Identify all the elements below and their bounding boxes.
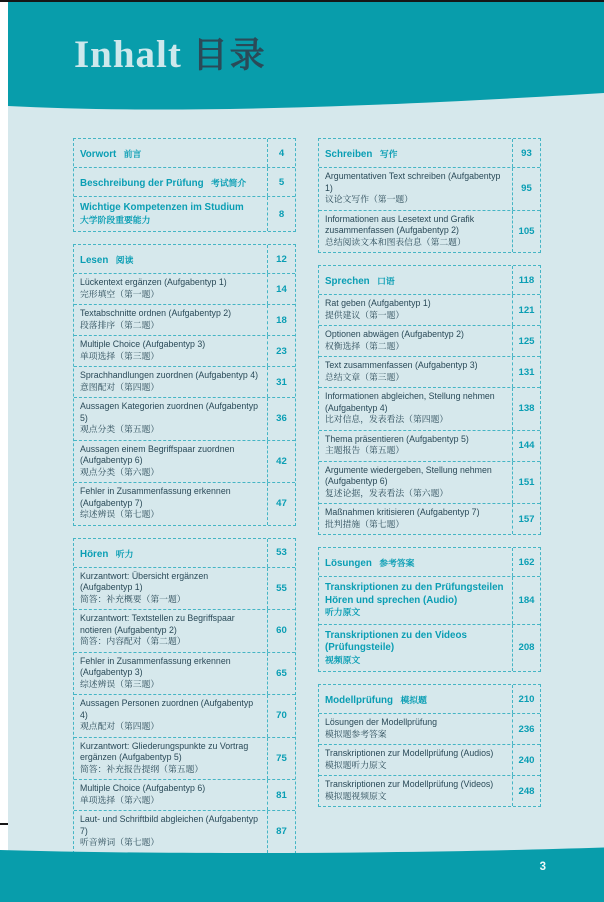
toc-group (73, 138, 296, 232)
toc-column-right (318, 138, 541, 807)
header-band (8, 2, 604, 112)
toc-entry-title (319, 326, 513, 356)
toc-entry-page-number: 121 (518, 304, 535, 316)
toc-entry-page-number: 60 (276, 625, 287, 637)
toc-entry-title (319, 388, 513, 430)
toc-row (319, 744, 540, 775)
toc-row (319, 576, 540, 624)
toc-entry-title (319, 776, 513, 806)
toc-entry-title-zh: 批判措施（第七题） (325, 518, 405, 529)
toc-entry-title-de: Lückentext ergänzen (Aufgabentyp 1) (80, 277, 227, 287)
toc-entry-title-zh: 阅读 (115, 255, 134, 265)
toc-entry-title (319, 266, 513, 294)
toc-entry-title-zh: 段落排序（第二题） (80, 319, 160, 330)
toc-entry-page-number: 131 (518, 366, 535, 378)
toc-entry-title-de: Informationen aus Lesetext und Grafik zusammenfassen (Aufgabentyp 2) (325, 213, 475, 235)
page-title-zh: 目录 (192, 36, 267, 75)
toc-group (318, 138, 541, 253)
toc-entry-page-number: 55 (276, 582, 287, 594)
toc-entry-title (74, 780, 268, 810)
toc-entry-title-zh: 比对信息，发表看法（第四题） (325, 414, 449, 424)
toc-entry-title (319, 357, 513, 387)
toc-entry-title-zh: 主题报告（第五题） (325, 445, 405, 455)
toc-entry-title-de: Multiple Choice (Aufgabentyp 6) (80, 783, 206, 793)
toc-entry-page-number: 210 (518, 693, 535, 705)
toc-entry-page-number: 14 (276, 283, 287, 295)
toc-entry-page-number: 208 (518, 642, 535, 654)
page-title-de: Inhalt (74, 33, 182, 76)
toc-entry-title-zh: 权衡选择（第二题） (325, 340, 405, 351)
toc-entry-title-zh: 口语 (377, 276, 395, 286)
toc-entry-title (74, 305, 268, 335)
toc-entry-page-number: 162 (518, 556, 535, 568)
toc-entry-page-number: 8 (278, 208, 285, 220)
toc-entry-title (319, 168, 513, 210)
toc-group (73, 244, 296, 526)
toc-entry-title (74, 139, 268, 167)
toc-entry-title (74, 197, 268, 231)
toc-entry-title-de: Transkriptionen zur Modellprüfung (Videos) (325, 779, 494, 789)
toc-entry-title-zh: 视频原文 (325, 654, 361, 665)
toc-row (319, 294, 540, 325)
toc-row (319, 775, 540, 806)
toc-entry-title-zh: 单项选择（第六题） (80, 794, 160, 805)
footer-band (0, 854, 604, 902)
toc-entry-title-de: Transkriptionen zu den Videos (Prüfungsteile) (325, 629, 467, 653)
toc-entry-title-de: Argumentativen Text schreiben (Aufgabentyp 1) (325, 171, 501, 193)
toc-row (319, 266, 540, 294)
toc-row (74, 245, 295, 273)
toc-entry-title-de: Kurzantwort: Gliederungspunkte zu Vortrag ergänzen (Aufgabentyp 5) (80, 740, 249, 762)
toc-row (319, 210, 540, 253)
book-page (8, 2, 604, 873)
toc-entry-title-de: Sprechen (325, 276, 370, 287)
toc-entry-title-zh: 大学阶段重要能力 (80, 214, 151, 225)
toc-entry-title (319, 685, 513, 713)
toc-entry-title (319, 625, 513, 672)
toc-row (74, 335, 295, 366)
toc-row (74, 366, 295, 397)
toc-entry-title-de: Aussagen Personen zuordnen (Aufgabentyp 4) (80, 698, 254, 720)
toc-row (74, 779, 295, 810)
toc-entry-page-number: 87 (276, 826, 287, 838)
toc-entry-title-de: Multiple Choice (Aufgabentyp 3) (80, 339, 206, 349)
toc-row (74, 609, 295, 652)
toc-entry-title-zh: 简答：补充报告提纲（第五题） (80, 763, 204, 774)
toc-row (319, 548, 540, 576)
toc-entry-title-de: Text zusammenfassen (Aufgabentyp 3) (325, 360, 478, 370)
toc-entry-title-zh: 观点分类（第六题） (80, 466, 160, 477)
toc-content (8, 112, 604, 854)
toc-entry-title-zh: 参考答案 (379, 558, 415, 568)
toc-entry-page-number: 240 (518, 754, 535, 766)
toc-entry-page-number: 93 (521, 147, 532, 159)
toc-entry-title-de: Kurzantwort: Textstellen zu Begriffspaar notieren (Aufgabentyp 2) (80, 613, 235, 635)
header-wave (8, 91, 604, 113)
toc-row (319, 503, 540, 534)
toc-entry-title-de: Thema präsentieren (Aufgabentyp 5) (325, 433, 469, 444)
toc-entry-title-de: Optionen abwägen (Aufgabentyp 2) (325, 329, 464, 339)
toc-entry-title-zh: 模拟题听力原文 (325, 759, 387, 770)
toc-entry-title-zh: 写作 (379, 149, 398, 159)
toc-row (319, 325, 540, 356)
toc-row (74, 567, 295, 610)
toc-row (74, 482, 295, 525)
toc-entry-title-de: Lesen (80, 255, 109, 266)
toc-row (74, 167, 295, 196)
toc-entry-title-de: Lösungen der Modellprüfung (325, 717, 437, 727)
toc-entry-page-number: 144 (518, 440, 535, 451)
toc-entry-page-number: 138 (518, 403, 535, 415)
toc-entry-title-zh: 意图配对（第四题） (80, 381, 160, 392)
toc-entry-title (74, 653, 268, 695)
toc-entry-title-de: Hören (80, 548, 109, 560)
toc-entry-title (319, 714, 513, 744)
toc-entry-page-number: 75 (276, 752, 287, 764)
toc-entry-title-de: Sprachhandlungen zuordnen (Aufgabentyp 4) (80, 370, 259, 380)
toc-column-left (73, 138, 296, 854)
toc-row (319, 624, 540, 672)
toc-entry-page-number: 81 (276, 789, 287, 801)
toc-entry-title-zh: 考试简介 (211, 178, 247, 188)
toc-entry-page-number: 42 (276, 455, 287, 467)
toc-entry-title-de: Laut- und Schriftbild abgleichen (Aufgabentyp 7) (80, 814, 259, 836)
toc-row (319, 685, 540, 713)
toc-entry-title-zh: 听音辨词（第七题） (80, 837, 160, 847)
toc-entry-title-zh: 模拟题 (400, 695, 427, 705)
toc-entry-title (74, 336, 268, 366)
toc-row (74, 397, 295, 440)
toc-entry-title-zh: 简答：内容配对（第二题） (80, 636, 186, 646)
toc-entry-title-de: Informationen abgleichen, Stellung nehmen (Aufgabentyp 4) (325, 391, 495, 413)
toc-entry-page-number: 36 (276, 413, 287, 425)
toc-entry-page-number: 4 (278, 147, 285, 159)
toc-entry-page-number: 236 (518, 723, 535, 735)
toc-entry-page-number: 105 (518, 225, 535, 237)
toc-entry-page-number: 157 (518, 513, 535, 525)
toc-entry-title-de: Maßnahmen kritisieren (Aufgabentyp 7) (325, 507, 480, 517)
toc-group (318, 265, 541, 535)
toc-entry-title-zh: 综述辨误（第七题） (80, 509, 160, 519)
toc-entry-page-number: 65 (276, 667, 287, 679)
toc-entry-page-number: 53 (276, 547, 287, 558)
toc-entry-title-de: Kurzantwort: Übersicht ergänzen (Aufgabentyp 1) (80, 570, 209, 592)
toc-entry-page-number: 18 (276, 314, 287, 326)
toc-entry-title (319, 139, 513, 167)
toc-entry-page-number: 70 (276, 710, 287, 722)
toc-row (74, 196, 295, 231)
toc-entry-page-number: 31 (276, 376, 287, 388)
toc-entry-title-zh: 总结文章（第三题） (325, 371, 405, 382)
toc-entry-title-de: Argumente wiedergeben, Stellung nehmen (Aufgabentyp 6) (325, 464, 492, 486)
toc-row (74, 694, 295, 737)
toc-entry-page-number: 248 (518, 785, 535, 797)
page-number: 3 (539, 860, 546, 873)
toc-entry-title-de: Fehler in Zusammenfassung erkennen (Aufgabentyp 7) (80, 486, 231, 508)
toc-row (319, 713, 540, 744)
toc-row (319, 461, 540, 504)
toc-row (74, 440, 295, 483)
toc-entry-title (319, 548, 513, 576)
toc-entry-title (74, 610, 268, 652)
toc-group (318, 547, 541, 672)
toc-entry-title-zh: 议论文写作（第一题） (325, 194, 413, 204)
toc-entry-page-number: 184 (518, 594, 535, 606)
toc-entry-title-zh: 提供建议（第一题） (325, 309, 405, 320)
toc-entry-page-number: 151 (518, 476, 535, 488)
toc-entry-title (319, 431, 513, 461)
toc-entry-title (74, 695, 268, 737)
toc-entry-title-de: Schreiben (325, 149, 373, 160)
toc-entry-title-de: Lösungen (325, 558, 372, 569)
toc-row (74, 652, 295, 695)
toc-entry-title-zh: 听力原文 (325, 607, 361, 617)
toc-entry-title-de: Textabschnitte ordnen (Aufgabentyp 2) (80, 308, 232, 318)
toc-entry-title-zh: 总结阅读文本和图表信息（第二题） (325, 236, 466, 247)
toc-entry-title (319, 211, 513, 253)
toc-entry-page-number: 125 (518, 335, 535, 347)
toc-entry-title (74, 367, 268, 397)
toc-entry-title-de: Transkriptionen zu den Prüfungsteilen Hören und sprechen (Audio) (325, 582, 504, 606)
toc-entry-title-zh: 完形填空（第一题） (80, 288, 160, 299)
footer-band-fill (0, 854, 604, 902)
toc-entry-title-de: Aussagen Kategorien zuordnen (Aufgabentyp 5) (80, 401, 259, 423)
toc-row (74, 737, 295, 780)
page-title (74, 32, 267, 77)
toc-entry-title-zh: 模拟题参考答案 (325, 728, 387, 739)
toc-entry-title (319, 295, 513, 325)
toc-row (74, 273, 295, 304)
toc-entry-title (74, 168, 268, 196)
toc-entry-title-zh: 听力 (115, 548, 134, 559)
toc-entry-title-zh: 观点分类（第五题） (80, 424, 160, 434)
toc-entry-title-de: Transkriptionen zur Modellprüfung (Audios) (325, 748, 494, 758)
toc-entry-title-zh: 综述辨误（第三题） (80, 678, 160, 689)
toc-row (319, 167, 540, 210)
toc-entry-title (74, 539, 268, 567)
toc-entry-title-zh: 单项选择（第三题） (80, 350, 160, 361)
toc-entry-title (319, 462, 513, 504)
toc-row (74, 539, 295, 567)
toc-entry-page-number: 5 (278, 176, 285, 188)
toc-entry-title-zh: 复述论据，发表看法（第六题） (325, 487, 449, 498)
toc-entry-title (74, 245, 268, 273)
toc-row (319, 139, 540, 167)
toc-row (319, 430, 540, 461)
toc-entry-title-zh: 观点配对（第四题） (80, 721, 160, 731)
toc-entry-title-de: Vorwort (80, 149, 117, 160)
toc-entry-page-number: 12 (276, 253, 287, 265)
toc-entry-title-de: Fehler in Zusammenfassung erkennen (Aufgabentyp 3) (80, 655, 231, 677)
toc-entry-title (319, 577, 513, 624)
toc-entry-title-zh: 简答：补充概要（第一题） (80, 593, 186, 604)
toc-entry-title-de: Beschreibung der Prüfung (80, 178, 204, 189)
toc-entry-title-de: Modellprüfung (325, 695, 394, 706)
toc-row (74, 304, 295, 335)
toc-row (74, 139, 295, 167)
toc-entry-title-de: Aussagen einem Begriffspaar zuordnen (Aufgabentyp 6) (80, 443, 235, 465)
toc-row (319, 356, 540, 387)
toc-group (73, 538, 296, 854)
toc-row (319, 387, 540, 430)
toc-entry-title (74, 568, 268, 610)
toc-entry-title-zh: 前言 (123, 149, 142, 159)
toc-entry-title (74, 274, 268, 304)
toc-entry-title-zh: 模拟题视频原文 (325, 790, 387, 801)
toc-entry-page-number: 47 (276, 498, 287, 510)
toc-entry-title (74, 441, 268, 483)
toc-entry-title-de: Rat geben (Aufgabentyp 1) (325, 298, 431, 308)
toc-entry-title (74, 738, 268, 780)
toc-entry-title (319, 504, 513, 534)
toc-entry-title (319, 745, 513, 775)
toc-entry-page-number: 118 (518, 274, 535, 286)
toc-entry-title (74, 483, 268, 525)
toc-entry-page-number: 95 (521, 183, 532, 195)
toc-group (318, 684, 541, 807)
toc-entry-title-de: Wichtige Kompetenzen im Studium (80, 202, 244, 213)
toc-entry-page-number: 23 (276, 345, 287, 357)
toc-entry-title (74, 398, 268, 440)
